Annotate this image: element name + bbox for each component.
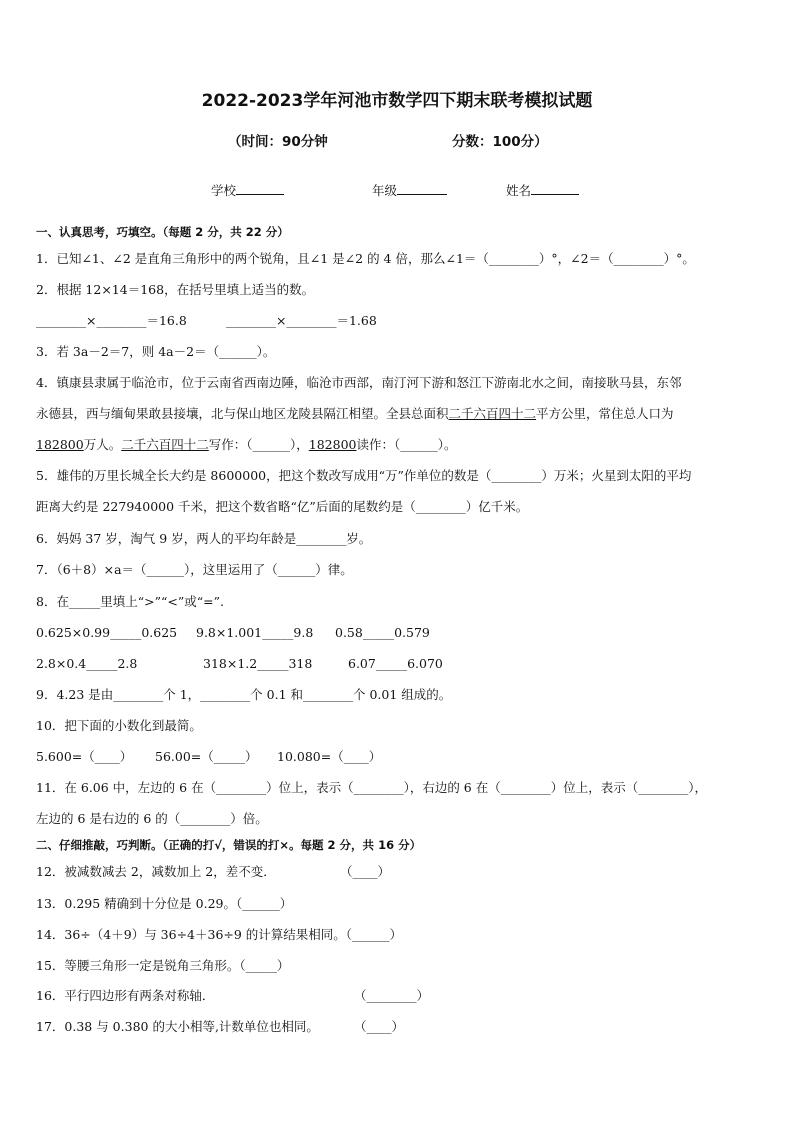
question-4-line-1: 4．镇康县隶属于临沧市，位于云南省西南边陲，临沧市西部，南汀河下游和怒江下游南北水之间，南接耿马县，东邻 bbox=[36, 375, 682, 390]
section-1-heading: 一、认真思考，巧填空。（每题 2 分，共 22 分） bbox=[36, 225, 289, 239]
question-10: 10．把下面的小数化到最简。 bbox=[36, 718, 202, 733]
underlined-area: 二千六百四十二 bbox=[448, 406, 537, 421]
question-9: 9．4.23 是由________个 1，________个 0.1 和________个 0.01 组成的。 bbox=[36, 687, 452, 702]
school-blank[interactable] bbox=[236, 182, 284, 195]
question-11-line-1: 11．在 6.06 中，左边的 6 在（________）位上，表示（________），右边的 6 在（________）位上，表示（________）， bbox=[36, 780, 707, 795]
question-4-line-2: 永德县，西与缅甸果敢县接壤，北与保山地区龙陵县隔江相望。全县总面积二千六百四十二平方公里，常住总人口为 bbox=[36, 406, 674, 421]
question-8: 8．在_____里填上“>”“<”或“=”. bbox=[36, 594, 224, 609]
question-13: 13．0.295 精确到十分位是 0.29。（______） bbox=[36, 896, 293, 911]
question-4-line-3: 182800万人。二千六百四十二写作：（______），182800读作：（______）。 bbox=[36, 437, 457, 452]
question-10-b: 56.00=（_____） bbox=[155, 749, 258, 764]
question-14: 14．36÷（4＋9）与 36÷4＋36÷9 的计算结果相同。（______） bbox=[36, 927, 403, 942]
question-15: 15．等腰三角形一定是锐角三角形。（_____） bbox=[36, 958, 290, 973]
underlined-population: 182800 bbox=[36, 437, 84, 452]
exam-score: 分数：100分） bbox=[452, 134, 548, 150]
question-8-r1c2: 9.8×1.001_____9.8 bbox=[196, 625, 314, 640]
underlined-population-2: 182800 bbox=[308, 437, 357, 452]
question-5-line-2: 距离大约是 227940000 千米，把这个数省略“亿”后面的尾数约是（________）亿千米。 bbox=[36, 499, 529, 514]
question-1: 1．已知∠1、∠2 是直角三角形中的两个锐角，且∠1 是∠2 的 4 倍，那么∠1＝（________）°，∠2＝（________）°。 bbox=[36, 251, 695, 266]
question-2: 2．根据 12×14＝168，在括号里填上适当的数。 bbox=[36, 282, 315, 297]
exam-time: （时间：90分钟 bbox=[228, 134, 328, 150]
question-6: 6．妈妈 37 岁，淘气 9 岁，两人的平均年龄是________岁。 bbox=[36, 531, 372, 546]
question-3: 3．若 3a－2＝7，则 4a－2＝（______）。 bbox=[36, 344, 276, 359]
grade-field bbox=[372, 181, 447, 199]
name-field bbox=[506, 181, 579, 199]
question-7: 7．（6＋8）×a＝（______），这里运用了（______）律。 bbox=[36, 562, 353, 577]
question-8-r2c1: 2.8×0.4_____2.8 bbox=[36, 656, 138, 671]
question-10-a: 5.600=（____） bbox=[36, 749, 133, 764]
question-8-r1c3: 0.58_____0.579 bbox=[335, 625, 430, 640]
question-10-c: 10.080=（____） bbox=[277, 749, 382, 764]
question-8-r2c2: 318×1.2_____318 bbox=[203, 656, 313, 671]
page-title: 2022-2023学年河池市数学四下期末联考模拟试题 bbox=[201, 91, 593, 111]
name-label: 姓名 bbox=[506, 183, 532, 198]
underlined-area-2: 二千六百四十二 bbox=[121, 437, 209, 452]
question-11-line-2: 左边的 6 是右边的 6 的（________）倍。 bbox=[36, 811, 268, 826]
question-16: 16．平行四边形有两条对称轴． bbox=[36, 988, 215, 1003]
name-blank[interactable] bbox=[531, 182, 579, 195]
question-16-answer[interactable]: （________） bbox=[354, 988, 430, 1003]
question-2-row-b: ________×________＝1.68 bbox=[226, 313, 377, 328]
question-8-r2c3: 6.07_____6.070 bbox=[348, 656, 443, 671]
question-2-row-a: ________×________＝16.8 bbox=[36, 313, 187, 328]
section-2-heading: 二、仔细推敲，巧判断。（正确的打√，错误的打×。每题 2 分，共 16 分） bbox=[36, 838, 422, 852]
question-5-line-1: 5．雄伟的万里长城全长大约是 8600000，把这个数改写成用“万”作单位的数是（________）万米；火星到太阳的平均 bbox=[36, 468, 692, 483]
grade-label: 年级 bbox=[372, 183, 398, 198]
question-17-answer[interactable]: （____） bbox=[354, 1019, 405, 1034]
question-8-r1c1: 0.625×0.99_____0.625 bbox=[36, 625, 178, 640]
question-17: 17．0.38 与 0.380 的大小相等,计数单位也相同。 bbox=[36, 1019, 319, 1034]
school-label: 学校 bbox=[211, 183, 237, 198]
grade-blank[interactable] bbox=[397, 182, 447, 195]
question-12-answer[interactable]: （____） bbox=[340, 864, 391, 879]
question-12: 12．被减数减去 2，减数加上 2，差不变． bbox=[36, 864, 276, 879]
school-field bbox=[211, 181, 284, 199]
